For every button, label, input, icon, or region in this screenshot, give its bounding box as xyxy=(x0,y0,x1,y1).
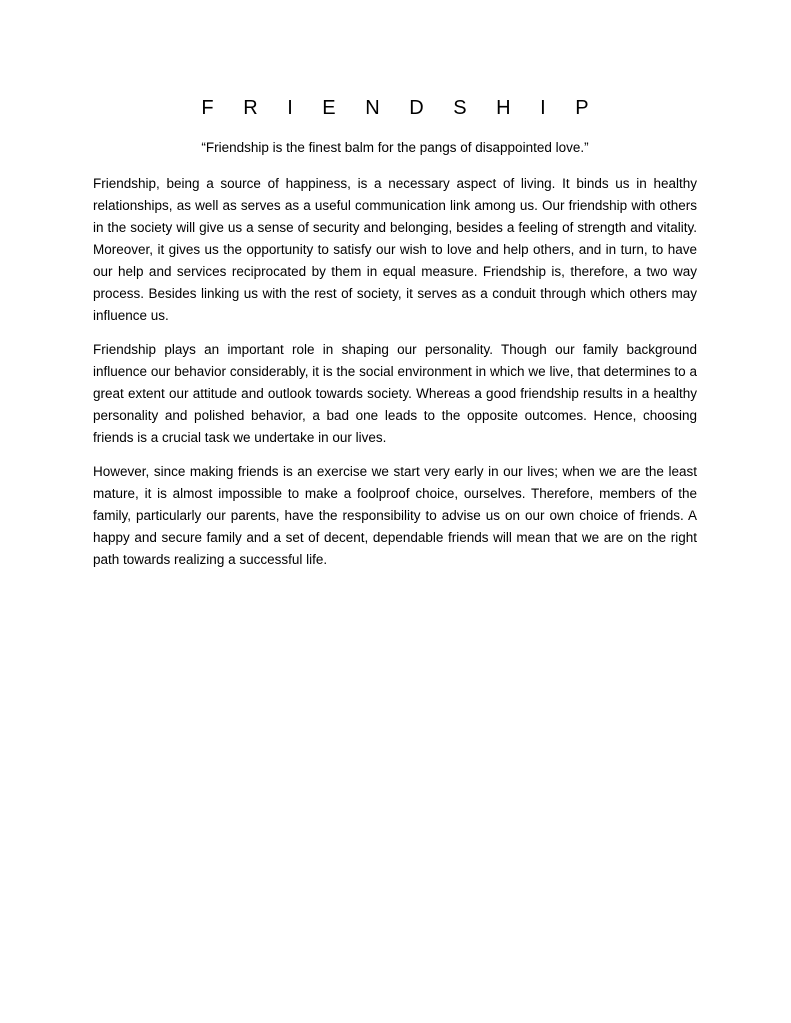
paragraph-2: Friendship plays an important role in shaping our personality. Though our family background influence our behavior considerably, it is the social environment in which we live, that determines to a great extent our attitude and outlook towards society. Whereas a good friendship results in a healthy personality and polished behavior, a bad one leads to the opposite outcomes. Hence, choosing friends is a crucial task we undertake in our lives. xyxy=(93,342,697,445)
paragraph-3: However, since making friends is an exercise we start very early in our lives; when we are the least mature, it is almost impossible to make a foolproof choice, ourselves. Therefore, members of the family, particularly our parents, have the responsibility to advise us on our own choice of friends. A happy and secure family and a set of decent, dependable friends will mean that we are on the right path towards realizing a successful life. xyxy=(93,464,697,567)
paragraph-1: Friendship, being a source of happiness, is a necessary aspect of living. It binds us in healthy relationships, as well as serves as a useful communication link among us. Our friendship with others in the society will give us a sense of security and belonging, besides a feeling of strength and vitality. Moreover, it gives us the opportunity to satisfy our wish to love and help others, and in turn, to have our help and services reciprocated by them in equal measure. Friendship is, therefore, a two way process. Besides linking us with the rest of society, it serves as a conduit through which others may influence us. xyxy=(93,176,697,323)
document-title: F R I E N D S H I P xyxy=(201,97,601,119)
epigraph-quote: “Friendship is the finest balm for the pangs of disappointed love.” xyxy=(201,140,589,155)
document-body xyxy=(93,173,697,583)
